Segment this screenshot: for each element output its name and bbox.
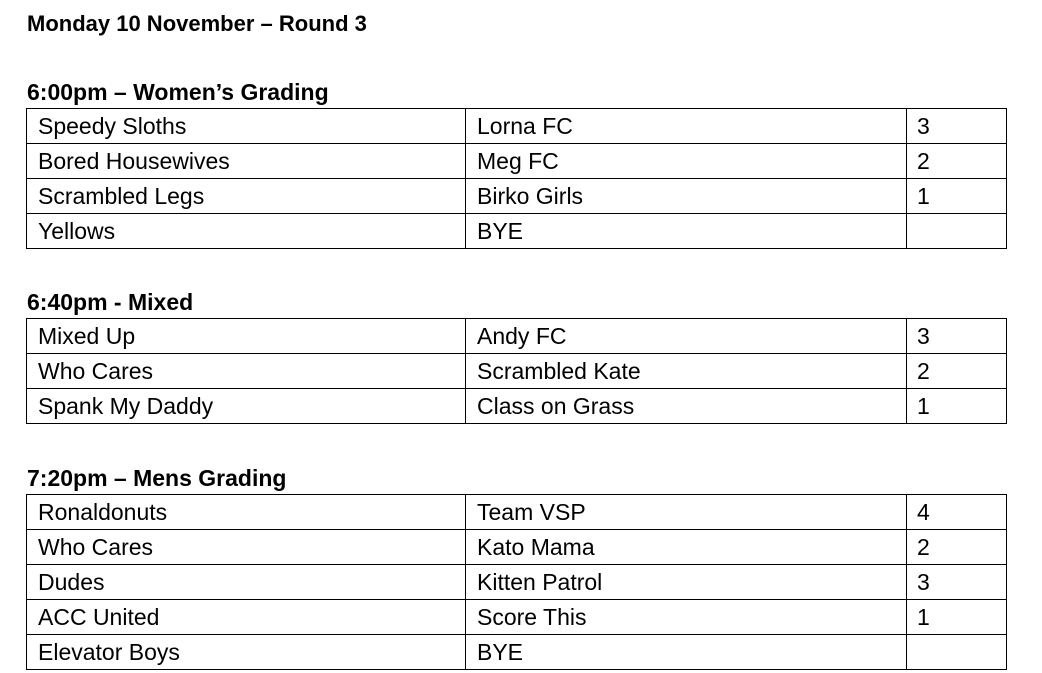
table-row [27,530,1007,565]
fixtures-table-mixed [26,318,1007,424]
away-team-cell: Class on Grass [466,389,907,424]
table-row [27,565,1007,600]
score-cell: 1 [907,600,1007,635]
score-cell: 4 [907,495,1007,530]
home-team-cell: Mixed Up [27,319,466,354]
table-row [27,214,1007,249]
fixtures-table-mens [26,494,1007,670]
away-team-cell: Kitten Patrol [466,565,907,600]
away-team-cell: Kato Mama [466,530,907,565]
away-team-cell: Meg FC [466,144,907,179]
table-row [27,144,1007,179]
home-team-cell: Dudes [27,565,466,600]
table-row [27,319,1007,354]
table-row [27,179,1007,214]
home-team-cell: Speedy Sloths [27,109,466,144]
score-cell: 2 [907,354,1007,389]
away-team-cell: BYE [466,635,907,670]
away-team-cell: Score This [466,600,907,635]
away-team-cell: Scrambled Kate [466,354,907,389]
section-heading-womens: 6:00pm – Women’s Grading [27,79,329,105]
score-cell: 3 [907,319,1007,354]
section-heading-mens: 7:20pm – Mens Grading [27,465,287,491]
table-row [27,354,1007,389]
away-team-cell: BYE [466,214,907,249]
home-team-cell: Who Cares [27,354,466,389]
score-cell: 2 [907,530,1007,565]
away-team-cell: Lorna FC [466,109,907,144]
section-heading-mixed: 6:40pm - Mixed [27,289,194,315]
table-row [27,495,1007,530]
score-cell: 1 [907,179,1007,214]
page-title: Monday 10 November – Round 3 [27,11,367,36]
table-row [27,600,1007,635]
away-team-cell: Andy FC [466,319,907,354]
table-row [27,389,1007,424]
away-team-cell: Birko Girls [466,179,907,214]
table-row [27,109,1007,144]
score-cell: 1 [907,389,1007,424]
home-team-cell: Who Cares [27,530,466,565]
score-cell: 3 [907,565,1007,600]
home-team-cell: Scrambled Legs [27,179,466,214]
home-team-cell: Bored Housewives [27,144,466,179]
home-team-cell: ACC United [27,600,466,635]
home-team-cell: Ronaldonuts [27,495,466,530]
home-team-cell: Elevator Boys [27,635,466,670]
home-team-cell: Yellows [27,214,466,249]
score-cell: 2 [907,144,1007,179]
fixtures-table-womens [26,108,1007,249]
score-cell: 3 [907,109,1007,144]
home-team-cell: Spank My Daddy [27,389,466,424]
away-team-cell: Team VSP [466,495,907,530]
table-row [27,635,1007,670]
score-cell [907,214,1007,249]
score-cell [907,635,1007,670]
